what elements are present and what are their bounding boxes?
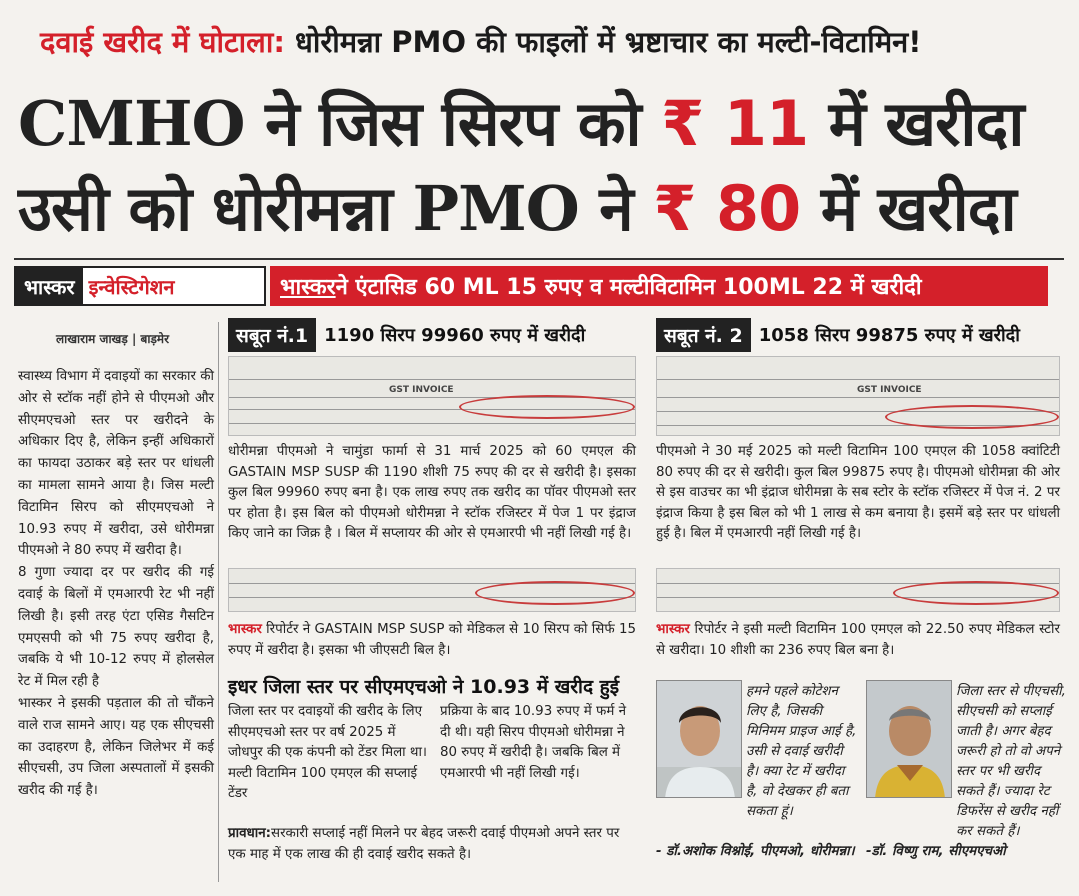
quote-1-attribution: - डॉ.अशोक विश्नोई, पीएमओ, धोरीमन्ना। [656,844,855,859]
headline-line-1 [18,80,1023,164]
invoice-image-1 [228,356,636,436]
left-para-2: 8 गुणा ज्यादा दर पर खरीद की गई दवाई के बिलों में एमआरपी रेट भी नहीं लिखी है। इसी तरह एंटा एसिड गैसटिन एमएसपी को भी 75 रुपए खरीदा है, जबकि ये भी 10-12 रुपए में होलसेल रेट में मिल रही है [18,565,214,690]
invoice-2b-highlight [893,581,1059,605]
investigation-label: इन्वेस्टिगेशन [88,274,175,299]
reporter-1-text: रिपोर्टर ने GASTAIN MSP SUSP को मेडिकल से 10 सिरप को सिर्फ 15 रुपए में खरीदा है। इसका भी जीएसटी बिल है। [228,622,636,658]
headline-2b: में खरीदा [800,172,1016,245]
invoice-image-2b [656,568,1060,612]
evidence-2-tag: सबूत नं. 2 [656,318,751,352]
left-column [18,366,214,802]
column-divider [218,322,219,882]
evidence-2-body: पीएमओ ने 30 मई 2025 को मल्टी विटामिन 100 एमएल की 1058 क्वांटिटी 80 रुपए की दर से खरीदी। कुल बिल 99875 रुपए है। पीएमओ धोरीमन्ना की ओर से इस वाउचर का भी इंद्राज धोरीमन्ना के सब स्टोर के स्टॉक रजिस्टर में पेज नं. 2 पर इंद्राज किया है इस बिल को भी 1 लाख से कम बनाया है। इसमें बड़े स्तर पर धांधली हुई है। बिल में एमआरपी नहीं लिखी गई है। [656,444,1060,541]
provision-note [228,824,636,865]
district-col-1: जिला स्तर पर दवाइयों की खरीद के लिए सीएमएचओ स्तर पर वर्ष 2025 में जोधपुर की एक कंपनी को टेंडर मिला था। मल्टी विटामिन 100 एमएल की सप्लाई टेंडर [228,704,428,801]
invoice-1b-highlight [475,581,635,605]
headline-price-80: ₹ 80 [653,172,801,245]
evidence-2-header [656,318,1020,352]
invoice-image-2 [656,356,1060,436]
left-para-1: स्वास्थ्य विभाग में दवाइयों का सरकार की ओर से स्टॉक नहीं होने से पीएमओ और सीएमएचओ स्तर पर खरीदने के अधिकार दिए है, लेकिन इन्हीं अधिकारों का फायदा उठाकर बड़े स्तर पर धांधली का मामला सामने आया है। जिस मल्टी विटामिन सिरप को सीएमएचओ ने 10.93 रुपए में खरीदा, उसे धोरीमन्ना पीएमओ ने 80 रुपए में खरीदा है। [18,369,214,559]
investigation-badge [14,266,266,306]
banner-text: ने एंटासिड 60 ML 15 रुपए व मल्टीविटामिन 100ML 22 में खरीदी [335,275,922,300]
invoice-image-1b [228,568,636,612]
invoice-1-highlight [459,395,635,419]
kicker-rest: धोरीमन्ना PMO की फाइलों में भ्रष्टाचार का मल्टी-विटामिन! [284,25,922,59]
invoice-2-highlight [885,405,1059,429]
provision-text: सरकारी सप्लाई नहीं मिलने पर बेहद जरूरी दवाई पीएमओ अपने स्तर पर एक माह में एक लाख की ही दवाई खरीद सकते है। [228,826,620,862]
evidence-1-body: धोरीमन्ना पीएमओ ने चामुंडा फार्मा से 31 मार्च 2025 को 60 एमएल की GASTAIN MSP SUSP की 1190 शीशी 75 रुपए की दर से खरीदी है। इसका कुल बिल 99960 रुपए बना है। एक लाख रुपए तक खरीद का पॉवर पीएमओ स्तर पर होता है। इस बिल को पीएमओ धोरीमन्ना ने स्टॉक रजिस्टर में पेज 1 पर इंद्राज किए जाने का जिक्र है । बिल में सप्लायर की ओर से एमआरपी भी नहीं लिखी गई है। [228,444,636,541]
evidence-2-reporter [656,620,1060,661]
reporter-2-brand: भास्कर [656,622,690,637]
invoice-1-label: GST INVOICE [389,385,454,395]
divider-top [14,258,1064,260]
district-heading: इधर जिला स्तर पर सीएमएचओ ने 10.93 में खरीद हुई [228,676,620,698]
headline-1b: में खरीदा [808,87,1024,160]
headline-line-2 [18,165,1016,249]
evidence-1-header [228,318,585,352]
headline-price-11: ₹ 11 [661,87,809,160]
evidence-2-title: 1058 सिरप 99875 रुपए में खरीदी [758,325,1020,346]
district-col-2: प्रक्रिया के बाद 10.93 रुपए में फर्म ने दी थी। यही सिरप पीएमओ धोरीमन्ना ने 80 रुपए में खरीदी है। जबकि बिल में एमआरपी भी नहीं लिखी गई। [440,704,627,781]
photo-cmho [866,680,952,798]
evidence-1-title: 1190 सिरप 99960 रुपए में खरीदी [324,325,586,346]
quote-2-attribution: -डॉ. विष्णु राम, सीएमएचओ [866,844,1006,859]
reporter-2-text: रिपोर्टर ने इसी मल्टी विटामिन 100 एमएल को 22.50 रुपए मेडिकल स्टोर से खरीदा। 10 शीशी का 236 रुपए बिल बना है। [656,622,1060,658]
byline: लाखाराम जाखड़ | बाड़मेर [56,332,169,346]
quote-2-text: जिला स्तर से पीएचसी, सीएचसी को सप्लाई जाती है। अगर बेहद जरूरी हो तो वो अपने स्तर पर भी खरीद सकते हैं। ज्यादा रेट डिफरेंस से खरीद नहीं कर सकते हैं। [956,684,1066,839]
evidence-1-tag: सबूत नं.1 [228,318,316,352]
headline-2a: उसी को धोरीमन्ना PMO ने [18,172,654,245]
invoice-2-label: GST INVOICE [857,385,922,395]
headline-1a: CMHO ने जिस सिरप को [18,87,662,160]
reporter-1-brand: भास्कर [228,622,262,637]
quote-1-text: हमने पहले कोटेशन लिए है, जिसकी मिनिमम प्राइज आई है, उसी से दवाई खरीदी है। क्या रेट में खरीदा है, वो देखकर ही बता सकता हूं। [746,684,857,819]
left-para-3: भास्कर ने इसकी पड़ताल की तो चौंकने वाले राज सामने आए। यह एक सीएचसी का उदाहरण है, लेकिन जिलेभर में कई सीएचसी, उप जिला अस्पतालों में इसकी खरीद की गई है। [18,695,214,799]
provision-label: प्रावधान: [228,826,272,841]
photo-pmo [656,680,742,798]
kicker-red: दवाई खरीद में घोटाला: [40,25,285,59]
investigation-banner [270,266,1048,306]
kicker-line [40,22,922,61]
banner-brand: भास्कर [280,275,336,300]
brand-label: भास्कर [16,268,83,304]
evidence-1-reporter [228,620,636,661]
